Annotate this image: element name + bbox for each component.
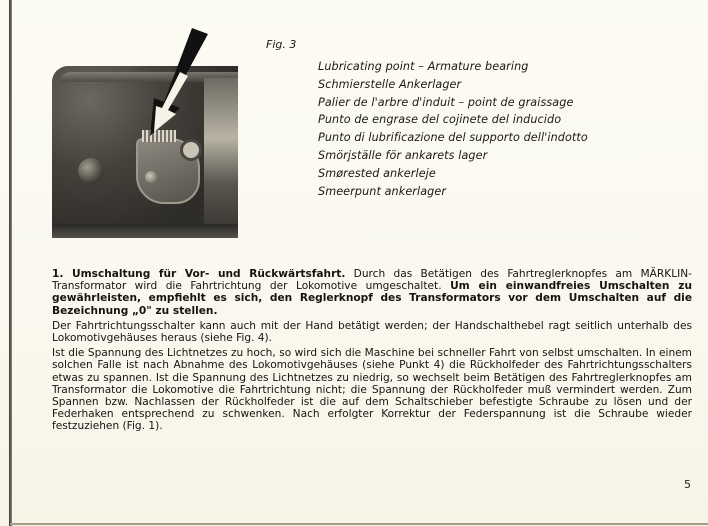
section-heading: 1. Umschaltung für Vor- und Rückwärtsfahrt.	[52, 268, 346, 280]
caption-swedish: Smörjställe för ankarets lager	[318, 148, 488, 162]
paragraph-text: Durch das Betätigen des Fahrtreglerknopfes am MÄRKLIN-Transformator wird die Fahrtrichtung der Lokomotive umgeschaltet.	[52, 268, 692, 293]
caption-danish: Smørested ankerleje	[318, 166, 436, 180]
figure-label: Fig. 3	[266, 38, 297, 51]
paragraph-manual-switch: Der Fahrtrichtungsschalter kann auch mit der Hand betätigt werden; der Handschalthebel ragt seitlich unterhalb des Lokomotivgehäuses heraus (siehe Fig. 4).	[52, 319, 692, 345]
bracket-screw	[145, 171, 157, 183]
caption-dutch: Smeerpunt ankerlager	[318, 184, 447, 198]
page-binding-edge	[9, 0, 12, 526]
paragraph-voltage-adjustment: Ist die Spannung des Lichtnetzes zu hoch, so wird sich die Maschine bei schneller Fahrt von selbst umschalten. In einem solchen Falle ist nach Abnahme des Lokomotivgehäuses (siehe Punkt 4) die Rückholfeder des Fahrtrichtungsschalters etwas zu spannen. Ist die Spannung des Lichtnetzes zu niedrig, so wechselt beim Betätigen des Fahrtreglerknopfes am Transformator die Lokomotive die Fahrtrichtung nicht; die Spannung der Rückholfeder muß vermindert werden. Zum Spannen bzw. Nachlassen der Rückholfeder ist die auf dem Schaltschieber befestigte Schraube zu lösen und der Federhaken entsprechend zu schwenken. Nach erfolgter Korrektur der Federspannung ist die Schraube wieder festzuziehen (Fig. 1).	[52, 347, 692, 433]
paragraph-direction-switching	[52, 268, 692, 317]
caption-french: Palier de l'arbre d'induit – point de graissage	[318, 95, 574, 109]
caption-german: Schmierstelle Ankerlager	[318, 77, 462, 91]
pointer-arrow-icon	[130, 28, 210, 138]
instruction-text	[52, 268, 692, 436]
caption-italian: Punto di lubrificazione del supporto dell'indotto	[318, 131, 588, 145]
page-number: 5	[684, 478, 691, 491]
caption-spanish: Punto de engrase del cojinete del inducido	[318, 113, 562, 127]
housing-bottom	[52, 224, 238, 238]
housing-knob	[78, 158, 104, 184]
caption-english: Lubricating point – Armature bearing	[318, 60, 529, 73]
figure-caption-list	[318, 58, 588, 200]
bracket-hole	[180, 139, 202, 161]
page-bottom-edge	[10, 523, 708, 525]
emphasis-text: Um ein einwandfreies Umschalten zu gewährleisten, empfiehlt es sich, den Reglerknopf des Transformators vor dem Umschalten auf die Bezeichnung „0" zu stellen.	[52, 280, 692, 317]
